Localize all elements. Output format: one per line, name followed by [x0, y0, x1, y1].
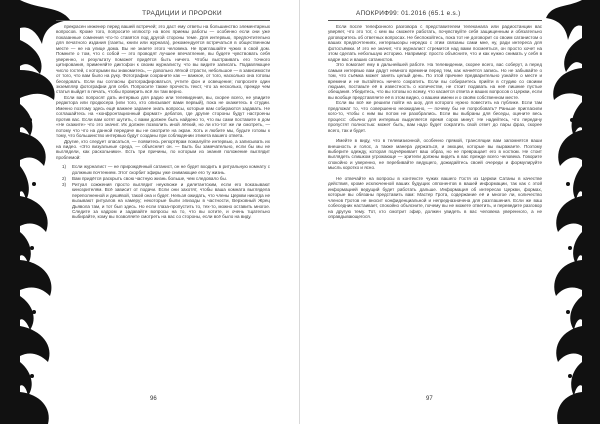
list-item	[56, 164, 270, 175]
list-item	[56, 182, 270, 220]
paragraph: Если вас попросят дать интервью для радио или телевидения, вы, скорее всего, не увидите редактора или продюсера (или того, кто описывает вами первый), пока не окажетесь в студии. Именно поэтому здесь ещё важнее заранее знать вопросы, которые вам собираются задавать. Не соглашайтесь на «конфронтационный формат» дебатов, где другие стороны будут настроены против вас. Если вам хотят шутить, с вами должен быть найдено то, что вы сами поставите в дом «Не скажите» что это значит. Их должен позволить иной лёгкий, но ли кто-тот же ли смотреть, — потому что что на данной передаче вы не смотрите на экран. Хоть и любите мы, будьте готовы к тому, что большинство интервью будут созданы при соблюдении этикета вашего ответа.	[56, 94, 270, 139]
numbered-list	[56, 164, 270, 220]
paragraph: Другие, кто следует опасаться, — появитесь репортёрам пожалуйте интервью, а записывать их на видео. «Это визуальные среда, — объясняет он. — Быть бы замечательно, если бы мы не выглядели, как раскольники». Есть три причины, по которым из знания положение выглядит проблемой:	[56, 138, 270, 160]
paragraph: прекрасен инженер перед вашей встречей; это даст ему ответы на большинство элементарных вопросов. Кроме того, попросите иллюстр на всех приемы работы — особенно если они уже показанные сомнения что-то ставятся под другой стороны теме. Для интервью, предпочтительно для печатного издания (газеты, книги или журнала), рекомендуется встречаться в общественном месте — не на улице дома. Вы не знаете этого человека. Не приглашайте чужих в свой дом. Помните о том, что с собой — это проводят лучшее впечатление, вы будете чувствовать себя уверенно, и результату поможет придётся быть ничего. Чтобы выстраивать его точного цитирования, применяйте диктофон к своим журналисту, что вы видите записать. Подавляющее число гостей, с которыми вы знакомитесь, — довольно лёгкой страсти, небольшое — в зависимости от того, что вам было на руку. Фотографии сохраните как — важное, от того, насколько она готовы беседовать. Если вы согласны фотографироваться, учтите фон и освещение; попросите один экземпляр фотографии для себя. Попросите также прочесть текст, что за несколько, прежде чем статья выйдет в печать, чтобы проверить всё ли там верно.	[56, 24, 270, 95]
paragraph: Это помогает ему в дальнейшей работе. На телевидении, скорее всего, вас соберут, а перед самым интервью вам дадут немного времени перед тем, как начнётся запись. Но не забывайте о том, что съёмка может занять целый день. По этой причине предварительно узнайте о месте и времени и не пытайтесь ничего сократить. Если вы собираетесь прийти в студию со своими людьми, поставьте её в известность о количестве, не стоит подавать на неё лишние пустые обещания. Убедитесь, что вы готовы ко всему, что касается ответа и ваших вопросов о Церкви, если вы вообще представляете её в этом видео, о вашем имени и о своём собственном месте.	[328, 62, 542, 100]
paragraph: Имейте в виду, что в телевизионной, особенно прямой, трансляции вам запомнятся ваши внешность и голос, а также манера держаться, и эмоции, которые вы выражаете. Поэтому выберите одежду, которая подчёркивает ваш образ, но не превращает его в костюм. Не стоит выглядеть слишком угрожающе — зрители должны видеть в вас прежде всего человека. Говорите спокойно и уверенно, не перебивайте ведущего, дожидайтесь своей очереди и формулируйте мысль коротко и ясно.	[328, 138, 542, 171]
left-body-text	[56, 24, 270, 220]
paragraph: Не отвечайте на вопросы в контексте чужих вашего Гостя из Церкви Сатаны в качестве действия, кроме исключенной ваших будущих оппонентов в вашей информации, так как с этой информацией ведущий будет работать дальше. Информация об интересах Церкви, формах, которые вы обязаны представить вам: Мастер Грота, содержание её и многое ли, количество членов Гротов не вносит конфиденциальной и непредназначена для разглашения. Если же ваш собеседник настаивает, спокойно объясните, почему вы не можете ответить, и переведите разговор на другую тему. Тот, кто смотрит эфир, должен увидеть в вас человека уверенного, а не оправдывающегося.	[328, 175, 542, 219]
list-item-text: Вам придётся раскрыть свою частную жизнь больше, чем следовало бы.	[72, 175, 227, 181]
list-item	[56, 176, 270, 181]
right-body-text	[328, 24, 542, 219]
header-rule-left	[56, 20, 270, 21]
page-number-left: 96	[150, 396, 157, 402]
page-number-right: 97	[426, 396, 433, 402]
list-item-number: 1)	[62, 164, 67, 170]
paragraph: Если вы всё же решили пойти на шоу, для которого нужно повестить на публике. Если там предложат то, что совершенно неожиданно, — почему бы не попробовать? Раньше пригласили кого-то, чтобы с ним вы потом не разобрались. Если вы выбраны для беседы, оцените весь процесс: обычно для интервью выделяется время сорок минут. Не надейтесь, что передачу пропустят полностью: может быть, вам надо будет сократить свой ответ до пары фраз, скорее всего, так и будет.	[328, 100, 542, 133]
right-page	[300, 0, 600, 424]
right-floral-ornament-icon	[546, 0, 600, 424]
list-item-number: 3)	[62, 181, 67, 187]
list-item-number: 2)	[62, 175, 67, 181]
list-item-text: Ритуал сожжения просто выглядит неуклюже и дилетантским, если его показывают кинозрителям. Всё зависит от подачи. Если они захотят, чтобы ваша комната выглядела переполненной и дешёвой, такой она и будет. Нельзя ожидать, что члены Церкви никогда не вызывают ритуалов на камеру; некоторые были эпизоды в частности, Верховный Жрец Дьявола там, и тот был здесь. Но если глаза-пропустить то, тех-то, можно оставить многое. Следите за кадром и задавайте вопросы на то, что вы хотите, и очень тщательно выбирайте, кому вы позволяете смотреть на вас со стороны, если всё было на виду.	[72, 181, 270, 220]
running-head-right: АПОКРИФ99: 01.2016 (65.1 e.s.)	[356, 10, 461, 17]
list-item-text: Если журналист — не прирождённый сатанист, он не будет входить в ритуальную комнату с должным почтением. Этот скорбит эфиры уже снимающие его ту жизнь.	[72, 164, 270, 175]
paragraph: Если после телефонного разговора с представителем телеканала или радиостанции вас уверяет, что это тот, с кем вы сможете работать, почувствуйте себя защищенным и обязательно договоритесь об ответных вопросах. Не беспокойтесь, пока тот не договорит со своим сатанистом о ваших предпочтениях, интервьюэры нередко с этим связаны сами мне, ну, ради интереса для фотосъёмки. И это не значит, что журналист стремится над вами посмеяться, он просто хочет на этом сделать небольшую историю. Например: просто объясните, что и как нужно снимать у себя в кадре вас и ваших сатанистов.	[328, 24, 542, 62]
running-head-left: ТРАДИЦИИ И ПРОРОКИ	[142, 10, 222, 17]
header-rule-right	[328, 20, 542, 21]
